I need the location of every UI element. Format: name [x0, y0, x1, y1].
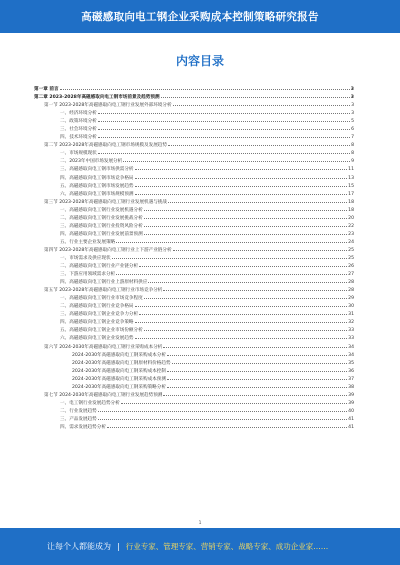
toc-leader-dots: [144, 298, 347, 299]
toc-entry-title: 2024-2030年高磁感取向电工钢采购成本控制: [72, 368, 166, 374]
toc-entry-title: 第三节 2023-2028年高磁感取向电工钢行业发展机遇与挑战: [44, 199, 167, 205]
toc-leader-dots: [167, 371, 347, 372]
toc-entry-title: 四、技术环境分析: [60, 135, 97, 141]
toc-entry[interactable]: [34, 335, 354, 343]
toc-leader-dots: [135, 178, 348, 179]
toc-entry-page: 41: [348, 416, 354, 422]
toc-entry-title: 二、高磁感取向电工钢行业发展挑战分析: [60, 215, 143, 221]
toc-entry-title: 第二节 2023-2028年高磁感取向电工钢市场规模及发展趋势: [44, 143, 167, 149]
toc-entry-page: 25: [348, 255, 354, 261]
toc-entry-page: 18: [348, 207, 354, 213]
toc-entry-title: 四、需求发展趋势分析: [60, 424, 106, 430]
toc-entry-page: 3: [350, 87, 354, 92]
footer-banner: [0, 528, 400, 565]
toc-entry[interactable]: [34, 368, 354, 376]
toc-entry-title: 六、高磁感取向电工钢市场规模预测: [60, 191, 134, 197]
toc-entry[interactable]: [34, 360, 354, 368]
toc-entry-page: 7: [351, 135, 354, 141]
toc-entry-title: 第一章 前言: [34, 87, 59, 92]
toc-entry[interactable]: [34, 376, 354, 384]
toc-entry-page: 3: [351, 111, 354, 117]
toc-entry-title: 一、高磁感取向电工钢行业市场竞争程度: [60, 296, 143, 302]
toc-entry[interactable]: [34, 142, 354, 150]
toc-entry[interactable]: [34, 175, 354, 183]
toc-entry-title: 三、高磁感取向电工钢企业竞争力分析: [60, 312, 139, 318]
toc-entry[interactable]: [34, 279, 354, 287]
toc-entry-title: 第五节 2023-2028年高磁感取向电工钢行业市场竞争分析: [44, 288, 163, 294]
toc-entry[interactable]: [34, 239, 354, 247]
toc-entry[interactable]: [34, 86, 354, 94]
toc-entry-title: 一、经济环境分析: [60, 111, 97, 117]
toc-leader-dots: [167, 379, 347, 380]
toc-entry[interactable]: [34, 158, 354, 166]
table-of-contents: [34, 86, 354, 432]
toc-entry[interactable]: [34, 223, 354, 231]
toc-entry-title: 2024-2030年高磁感取向电工钢原材料价格趋势: [72, 360, 171, 366]
toc-entry-title: 2024-2030年高磁感取向电工钢采购成本分析: [72, 352, 166, 358]
toc-entry[interactable]: [34, 311, 354, 319]
toc-entry[interactable]: [34, 416, 354, 424]
toc-leader-dots: [60, 89, 350, 90]
toc-entry-page: 9: [351, 159, 354, 165]
toc-entry-page: 34: [348, 352, 354, 358]
toc-entry-title: 三、社会环境分析: [60, 127, 97, 133]
toc-heading: 内容目录: [175, 54, 224, 68]
toc-entry-page: 39: [348, 400, 354, 406]
toc-leader-dots: [168, 202, 347, 203]
toc-leader-dots: [144, 218, 347, 219]
toc-entry[interactable]: [34, 207, 354, 215]
toc-entry[interactable]: [34, 295, 354, 303]
toc-leader-dots: [139, 314, 347, 315]
toc-entry-title: 五、行业主要企业发展策略: [60, 239, 116, 245]
toc-entry-title: 五、高磁感取向电工钢企业市场份额分析: [60, 328, 143, 334]
header-banner: [0, 0, 400, 33]
toc-entry[interactable]: [34, 134, 354, 142]
toc-leader-dots: [167, 387, 347, 388]
toc-leader-dots: [172, 363, 348, 364]
toc-entry[interactable]: [34, 247, 354, 255]
toc-entry[interactable]: [34, 231, 354, 239]
toc-leader-dots: [135, 338, 348, 339]
toc-entry-page: 25: [348, 247, 354, 253]
toc-entry-title: 四、高磁感取向电工钢行业上游原材料供应: [60, 280, 148, 286]
toc-entry-title: 一、高磁感取向电工钢行业发展机遇分析: [60, 207, 143, 213]
toc-entry[interactable]: [34, 319, 354, 327]
toc-entry-page: 33: [348, 328, 354, 334]
toc-entry[interactable]: [34, 255, 354, 263]
toc-leader-dots: [139, 266, 347, 267]
toc-entry[interactable]: [34, 352, 354, 360]
toc-entry-page: 37: [348, 376, 354, 382]
toc-leader-dots: [173, 250, 348, 251]
toc-entry-page: 23: [348, 231, 354, 237]
toc-entry-title: 四、高磁感取向电工钢企业竞争策略: [60, 320, 134, 326]
toc-leader-dots: [163, 290, 347, 291]
toc-entry[interactable]: [34, 384, 354, 392]
toc-entry-title: 四、高磁感取向电工钢行业发展前景预测: [60, 231, 143, 237]
toc-entry[interactable]: [34, 400, 354, 408]
page-number: 1: [198, 521, 202, 526]
toc-entry-page: 39: [348, 392, 354, 398]
toc-entry-page: 41: [348, 424, 354, 430]
toc-entry-title: 2024-2030年高磁感取向电工钢采购成本预测: [72, 376, 166, 382]
toc-leader-dots: [144, 234, 347, 235]
toc-entry[interactable]: [34, 271, 354, 279]
toc-leader-dots: [163, 395, 347, 396]
toc-leader-dots: [98, 419, 347, 420]
toc-leader-dots: [98, 113, 350, 114]
toc-entry-page: 8: [351, 151, 354, 157]
toc-leader-dots: [98, 411, 347, 412]
toc-entry[interactable]: [34, 183, 354, 191]
toc-leader-dots: [173, 105, 350, 106]
toc-entry-page: 5: [351, 119, 354, 125]
toc-entry-page: 22: [348, 223, 354, 229]
toc-entry-title: 三、产品发展趋势: [60, 416, 97, 422]
toc-entry-page: 33: [348, 336, 354, 342]
toc-leader-dots: [107, 427, 347, 428]
toc-leader-dots: [144, 226, 347, 227]
toc-leader-dots: [98, 153, 350, 154]
footer-text: 让每个人都能成为: [47, 542, 111, 551]
toc-leader-dots: [116, 274, 347, 275]
toc-leader-dots: [163, 347, 347, 348]
toc-entry-page: 20: [348, 215, 354, 221]
toc-entry[interactable]: [34, 94, 354, 102]
toc-entry-title: 第七节 2024-2030年高磁感取向电工钢行业发展趋势预测: [44, 392, 163, 398]
toc-entry-title: 第六节 2024-2030年高磁感取向电工钢行业采购成本分析: [44, 344, 163, 350]
toc-entry-page: 34: [348, 344, 354, 350]
toc-entry-title: 二、高磁感取向电工钢行业产业链分析: [60, 264, 139, 270]
toc-entry-page: 17: [348, 191, 354, 197]
toc-entry[interactable]: [34, 166, 354, 174]
toc-leader-dots: [135, 169, 348, 170]
toc-entry-title: 二、2023年中国市场发展分析: [60, 159, 123, 165]
toc-entry[interactable]: [34, 215, 354, 223]
toc-entry-title: 三、高磁感取向电工钢行业投资风险分析: [60, 223, 143, 229]
toc-leader-dots: [135, 322, 348, 323]
toc-leader-dots: [135, 306, 348, 307]
toc-entry-page: 27: [348, 272, 354, 278]
toc-entry-page: 13: [348, 175, 354, 181]
footer-separator-icon: |: [117, 542, 120, 551]
toc-entry[interactable]: [34, 118, 354, 126]
toc-entry-page: 6: [351, 127, 354, 133]
toc-entry[interactable]: [34, 199, 354, 207]
toc-entry-page: 32: [348, 320, 354, 326]
toc-entry[interactable]: [34, 126, 354, 134]
toc-entry-title: 一、电工钢行业发展趋势分析: [60, 400, 120, 406]
toc-entry[interactable]: [34, 408, 354, 416]
toc-entry-title: 三、高磁感取向电工钢市场供需分析: [60, 167, 134, 173]
toc-entry-title: 六、高磁感取向电工钢企业发展趋势: [60, 336, 134, 342]
toc-entry-title: 第二章 2023-2028年高磁感取向电工钢市场前景及趋势预测: [34, 95, 160, 101]
toc-entry-title: 第一节 2023-2028年高磁感取向电工钢行业发展外部环境分析: [44, 103, 172, 109]
toc-entry-page: 18: [348, 199, 354, 205]
toc-entry[interactable]: [34, 303, 354, 311]
toc-leader-dots: [98, 121, 350, 122]
toc-entry[interactable]: [34, 424, 354, 432]
toc-entry-page: 28: [348, 280, 354, 286]
toc-entry[interactable]: [34, 344, 354, 352]
toc-entry-page: 3: [351, 103, 354, 109]
toc-entry-title: 第四节 2023-2028年高磁感取向电工钢行业上下游产业链分析: [44, 247, 172, 253]
toc-leader-dots: [121, 403, 347, 404]
toc-leader-dots: [98, 129, 350, 130]
toc-entry[interactable]: [34, 150, 354, 158]
toc-entry[interactable]: [34, 327, 354, 335]
toc-leader-dots: [167, 355, 347, 356]
toc-entry-title: 二、高磁感取向电工钢行业竞争格局: [60, 304, 134, 310]
toc-leader-dots: [123, 161, 350, 162]
toc-entry-page: 29: [348, 296, 354, 302]
toc-entry-title: 二、政策环境分析: [60, 119, 97, 125]
toc-entry[interactable]: [34, 110, 354, 118]
toc-entry[interactable]: [34, 102, 354, 110]
toc-entry-page: 28: [348, 288, 354, 294]
toc-entry-title: 2024-2030年高磁感取向电工钢采购策略分析: [72, 384, 166, 390]
toc-leader-dots: [112, 258, 348, 259]
toc-entry-page: 36: [348, 368, 354, 374]
toc-entry-title: 一、市场规模现状: [60, 151, 97, 157]
toc-entry-title: 一、市场需求及供应现状: [60, 255, 111, 261]
toc-leader-dots: [144, 330, 347, 331]
toc-entry-page: 30: [348, 304, 354, 310]
toc-entry-page: 31: [348, 312, 354, 318]
toc-entry-page: 8: [351, 143, 354, 149]
toc-leader-dots: [135, 194, 348, 195]
toc-entry-page: 3: [350, 95, 354, 101]
toc-leader-dots: [161, 97, 350, 98]
toc-entry-page: 24: [348, 239, 354, 245]
toc-leader-dots: [144, 210, 347, 211]
toc-entry-title: 四、高磁感取向电工钢市场竞争格局: [60, 175, 134, 181]
toc-leader-dots: [135, 186, 348, 187]
toc-leader-dots: [116, 242, 347, 243]
toc-entry-title: 三、下游应用领域需求分析: [60, 272, 116, 278]
report-title: 高磁感取向电工钢企业采购成本控制策略研究报告: [81, 11, 319, 23]
toc-entry-page: 15: [348, 183, 354, 189]
toc-entry-title: 二、行业发展趋势: [60, 408, 97, 414]
toc-entry[interactable]: [34, 191, 354, 199]
toc-entry[interactable]: [34, 392, 354, 400]
toc-entry[interactable]: [34, 263, 354, 271]
toc-leader-dots: [148, 282, 347, 283]
toc-entry[interactable]: [34, 287, 354, 295]
toc-entry-page: 38: [348, 384, 354, 390]
toc-entry-page: 40: [348, 408, 354, 414]
toc-leader-dots: [168, 145, 350, 146]
toc-entry-page: 11: [348, 167, 354, 173]
toc-entry-page: 26: [348, 264, 354, 270]
footer-tagline: 行业专家、管理专家、营销专家、战略专家、成功企业家……: [125, 542, 329, 551]
toc-entry-page: 35: [348, 360, 354, 366]
toc-entry-title: 五、高磁感取向电工钢市场发展趋势: [60, 183, 134, 189]
toc-leader-dots: [98, 137, 350, 138]
